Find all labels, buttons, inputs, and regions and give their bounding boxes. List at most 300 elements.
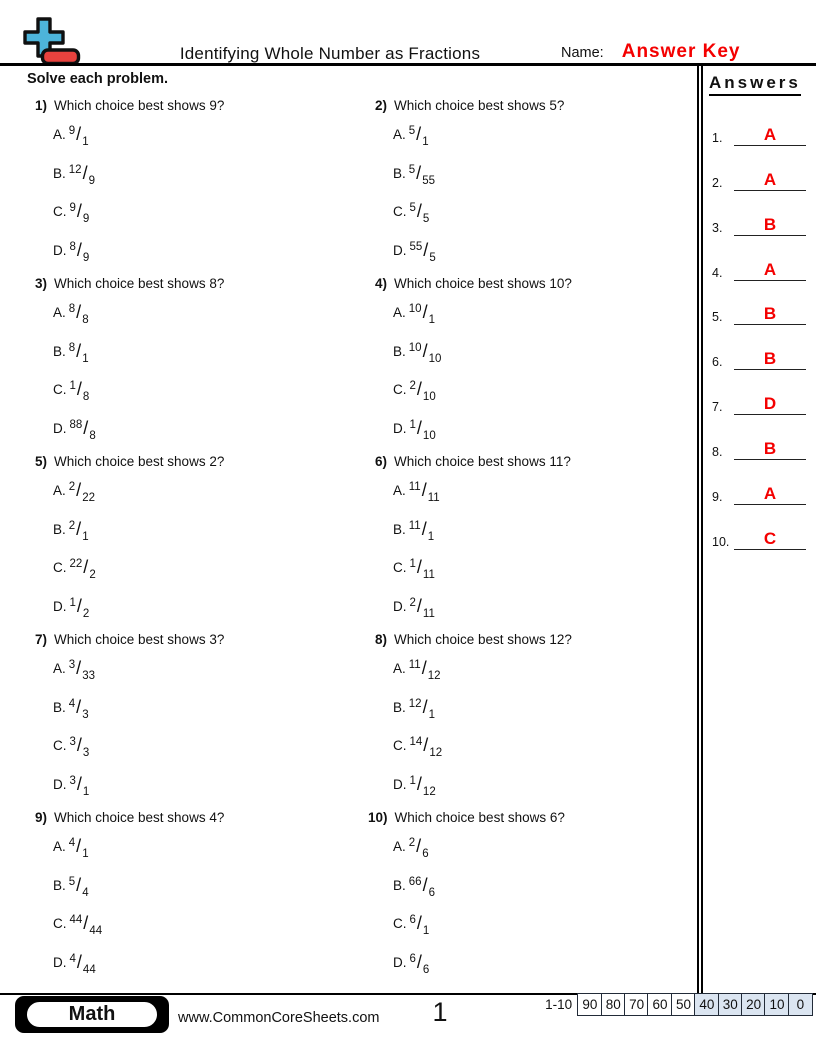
fraction-denominator: 6 <box>422 847 429 860</box>
fraction <box>408 301 435 326</box>
fraction-numerator: 5 <box>408 163 416 176</box>
choice-row <box>53 688 340 727</box>
fraction-numerator: 3 <box>69 736 76 749</box>
fraction <box>68 874 89 899</box>
fraction <box>68 696 89 721</box>
choice-letter: A. <box>53 660 66 676</box>
choice-letter: D. <box>53 421 67 437</box>
fraction-slash: / <box>422 696 428 717</box>
fraction-denominator: 1 <box>422 135 429 148</box>
fraction-numerator: 2 <box>409 597 416 610</box>
score-range-label: 1-10 <box>545 997 573 1012</box>
fraction-slash: / <box>416 557 422 578</box>
fraction-denominator: 12 <box>429 747 443 760</box>
choice-row <box>393 193 680 232</box>
fraction-slash: / <box>83 913 89 934</box>
question-text: Which choice best shows 5? <box>394 98 565 113</box>
choice-row <box>53 549 340 588</box>
choice-letter: C. <box>53 560 67 576</box>
website-url: www.CommonCoreSheets.com <box>178 1010 380 1026</box>
fraction-numerator: 9 <box>69 202 76 215</box>
choice-letter: B. <box>393 877 406 893</box>
answer-number: 6. <box>712 355 723 370</box>
fraction-slash: / <box>416 774 422 795</box>
fraction <box>409 735 443 760</box>
question-line <box>28 631 340 649</box>
problem-block <box>0 807 340 985</box>
fraction-slash: / <box>423 240 429 261</box>
fraction-denominator: 33 <box>82 669 95 682</box>
answer-number: 2. <box>712 175 723 190</box>
fraction-slash: / <box>76 518 82 539</box>
choice-row <box>53 765 340 804</box>
choice-row <box>53 154 340 193</box>
choice-row <box>393 866 680 905</box>
question-number: 6) <box>374 454 387 469</box>
fraction-numerator: 4 <box>68 697 76 710</box>
fraction-slash: / <box>83 418 89 439</box>
fraction-denominator: 4 <box>82 886 89 899</box>
fraction-numerator: 10 <box>408 341 422 354</box>
fraction-denominator: 2 <box>89 569 96 582</box>
choice-letter: B. <box>53 699 66 715</box>
answer-blank-line <box>734 304 806 325</box>
question-number: 3) <box>34 276 47 291</box>
answer-letter: A <box>763 484 777 504</box>
choice-letter: A. <box>53 126 66 142</box>
fraction-denominator: 9 <box>82 252 90 265</box>
fraction-numerator: 88 <box>69 419 83 432</box>
answer-item <box>703 370 816 415</box>
choice-row <box>53 293 340 332</box>
fraction-slash: / <box>416 835 422 856</box>
choice-letter: B. <box>53 343 66 359</box>
score-cell: 80 <box>601 993 626 1016</box>
choice-row <box>393 510 680 549</box>
fraction-numerator: 12 <box>68 163 82 176</box>
answer-number: 1. <box>712 130 723 145</box>
fraction-denominator: 8 <box>89 430 96 443</box>
score-cell: 30 <box>718 993 743 1016</box>
fraction-denominator: 5 <box>429 252 436 265</box>
fraction-numerator: 10 <box>408 302 422 315</box>
problem-block <box>0 95 340 273</box>
question-line <box>368 453 680 471</box>
question-text: Which choice best shows 6? <box>394 810 565 825</box>
answer-item <box>703 236 816 281</box>
question-text: Which choice best shows 12? <box>394 632 572 647</box>
fraction-slash: / <box>416 162 422 183</box>
choice-letter: A. <box>393 838 406 854</box>
choice-row <box>393 649 680 688</box>
question-number: 1) <box>34 98 47 113</box>
fraction-denominator: 12 <box>427 669 441 682</box>
answers-list <box>703 96 816 550</box>
choice-letter: A. <box>393 482 406 498</box>
fraction <box>408 340 442 365</box>
question-line <box>28 809 340 827</box>
problem-block <box>0 273 340 451</box>
fraction-slash: / <box>76 240 82 261</box>
choices-list <box>368 649 680 804</box>
fraction-slash: / <box>423 735 429 756</box>
fraction <box>69 952 96 977</box>
question-text: Which choice best shows 10? <box>394 276 572 291</box>
fraction <box>408 874 435 899</box>
fraction <box>68 162 95 187</box>
fraction <box>409 774 436 799</box>
fraction-denominator: 1 <box>82 135 89 148</box>
fraction-slash: / <box>76 379 82 400</box>
answer-number: 8. <box>712 445 723 460</box>
fraction-numerator: 9 <box>68 124 76 137</box>
fraction-slash: / <box>422 874 428 895</box>
fraction-denominator: 11 <box>422 569 435 582</box>
fraction-denominator: 55 <box>422 174 435 187</box>
answer-item <box>703 191 816 236</box>
fraction-denominator: 6 <box>422 964 430 977</box>
fraction-numerator: 2 <box>68 480 76 493</box>
choice-row <box>53 409 340 448</box>
choice-letter: C. <box>393 916 407 932</box>
choice-letter: C. <box>393 738 407 754</box>
fraction-numerator: 6 <box>409 953 416 966</box>
choice-letter: D. <box>53 243 67 259</box>
question-line <box>28 453 340 471</box>
fraction-denominator: 1 <box>427 530 435 543</box>
fraction-denominator: 44 <box>82 964 96 977</box>
fraction <box>69 735 90 760</box>
fraction-denominator: 11 <box>422 608 435 621</box>
answer-blank-line <box>734 529 806 550</box>
fraction-numerator: 2 <box>409 380 416 393</box>
fraction <box>409 379 436 404</box>
question-text: Which choice best shows 11? <box>394 454 571 469</box>
question-number: 4) <box>374 276 387 291</box>
choice-row <box>53 471 340 510</box>
fraction <box>409 596 435 621</box>
question-text: Which choice best shows 8? <box>54 276 225 291</box>
answer-blank-line <box>734 215 806 236</box>
question-line <box>368 809 680 827</box>
choice-row <box>53 649 340 688</box>
choice-letter: B. <box>393 165 406 181</box>
score-cell: 60 <box>647 993 672 1016</box>
question-number: 9) <box>34 810 47 825</box>
choice-row <box>393 905 680 944</box>
fraction <box>68 340 89 365</box>
choice-row <box>53 943 340 982</box>
question-line <box>368 631 680 649</box>
answers-title: Answers <box>709 73 801 96</box>
choice-row <box>393 293 680 332</box>
fraction <box>408 835 429 860</box>
fraction-numerator: 2 <box>408 836 416 849</box>
choice-letter: D. <box>53 777 67 793</box>
fraction-denominator: 6 <box>428 886 435 899</box>
choices-list <box>368 471 680 626</box>
header-divider <box>0 63 816 66</box>
fraction-slash: / <box>83 557 89 578</box>
fraction <box>409 557 435 582</box>
fraction-numerator: 3 <box>68 658 76 671</box>
fraction <box>69 557 96 582</box>
fraction-slash: / <box>76 479 82 500</box>
choice-letter: D. <box>393 243 407 259</box>
fraction <box>408 696 435 721</box>
fraction-slash: / <box>416 201 422 222</box>
fraction <box>69 240 90 265</box>
fraction-slash: / <box>422 340 428 361</box>
choices-list <box>28 649 340 804</box>
fraction <box>68 479 95 504</box>
fraction <box>68 518 89 543</box>
problem-block <box>0 451 340 629</box>
fraction-numerator: 5 <box>68 875 76 888</box>
fraction-slash: / <box>76 735 82 756</box>
fraction <box>68 657 95 682</box>
choices-list <box>368 827 680 982</box>
choice-letter: A. <box>393 660 406 676</box>
score-cell: 90 <box>577 993 602 1016</box>
question-number: 10) <box>368 810 388 825</box>
fraction-denominator: 3 <box>82 708 89 721</box>
answer-letter: A <box>763 169 777 189</box>
problem-block <box>340 273 680 451</box>
choice-row <box>393 765 680 804</box>
choice-letter: B. <box>393 699 406 715</box>
fraction-slash: / <box>416 596 422 617</box>
answer-letter: B <box>763 349 777 369</box>
fraction-numerator: 66 <box>408 875 422 888</box>
score-cell: 0 <box>788 993 813 1016</box>
fraction <box>69 596 90 621</box>
question-line <box>368 275 680 293</box>
choice-letter: B. <box>53 165 66 181</box>
fraction-numerator: 5 <box>409 202 416 215</box>
choice-letter: C. <box>53 204 67 220</box>
question-line <box>28 97 340 115</box>
fraction <box>69 201 90 226</box>
choice-row <box>393 371 680 410</box>
fraction-slash: / <box>416 913 422 934</box>
fraction-slash: / <box>416 418 422 439</box>
question-line <box>28 275 340 293</box>
choice-row <box>393 549 680 588</box>
fraction <box>408 123 429 148</box>
choice-row <box>53 115 340 154</box>
fraction <box>408 657 441 682</box>
problem-block <box>340 807 680 985</box>
fraction <box>409 952 430 977</box>
answer-letter: A <box>763 124 777 144</box>
fraction <box>69 774 90 799</box>
fraction-numerator: 2 <box>68 519 76 532</box>
fraction <box>408 479 440 504</box>
question-text: Which choice best shows 9? <box>54 98 225 113</box>
name-label: Name: <box>561 45 604 61</box>
fraction-slash: / <box>76 123 82 144</box>
choice-letter: C. <box>53 738 67 754</box>
choice-row <box>53 510 340 549</box>
choice-row <box>53 193 340 232</box>
choice-letter: D. <box>393 955 407 971</box>
choice-letter: D. <box>393 599 407 615</box>
fraction-denominator: 1 <box>82 847 89 860</box>
answer-number: 9. <box>712 490 723 505</box>
fraction-numerator: 55 <box>409 241 423 254</box>
choice-letter: C. <box>53 916 67 932</box>
fraction-denominator: 2 <box>82 608 90 621</box>
choice-row <box>393 587 680 626</box>
fraction-slash: / <box>82 162 88 183</box>
fraction-numerator: 11 <box>408 519 421 532</box>
fraction-denominator: 9 <box>88 174 95 187</box>
page-title: Identifying Whole Number as Fractions <box>179 44 481 63</box>
choices-list <box>368 115 680 270</box>
score-cell: 20 <box>741 993 766 1016</box>
fraction-slash: / <box>76 835 82 856</box>
fraction-numerator: 11 <box>408 480 421 493</box>
question-number: 8) <box>374 632 387 647</box>
fraction <box>409 240 436 265</box>
fraction-slash: / <box>416 952 422 973</box>
answer-letter: B <box>763 439 777 459</box>
problem-block <box>340 95 680 273</box>
fraction-numerator: 4 <box>69 953 76 966</box>
choice-letter: A. <box>53 304 66 320</box>
question-line <box>368 97 680 115</box>
answer-blank-line <box>734 349 806 370</box>
answer-item <box>703 505 816 550</box>
choice-row <box>53 866 340 905</box>
choices-list <box>368 293 680 448</box>
fraction-denominator: 8 <box>82 313 89 326</box>
fraction-numerator: 8 <box>68 302 76 315</box>
choice-row <box>53 727 340 766</box>
score-cell: 10 <box>764 993 789 1016</box>
choice-row <box>393 688 680 727</box>
fraction-denominator: 1 <box>82 786 90 799</box>
fraction <box>69 379 90 404</box>
fraction-slash: / <box>416 379 422 400</box>
answer-blank-line <box>734 125 806 146</box>
choice-letter: C. <box>393 204 407 220</box>
answer-letter: B <box>763 214 777 234</box>
choice-row <box>393 332 680 371</box>
answer-blank-line <box>734 170 806 191</box>
choice-letter: D. <box>393 777 407 793</box>
fraction-denominator: 10 <box>428 352 442 365</box>
choices-list <box>28 115 340 270</box>
choice-row <box>53 231 340 270</box>
choice-letter: A. <box>53 838 66 854</box>
choice-row <box>53 905 340 944</box>
fraction <box>408 518 435 543</box>
answer-item <box>703 101 816 146</box>
fraction-denominator: 1 <box>428 313 435 326</box>
fraction-denominator: 10 <box>422 391 436 404</box>
fraction-slash: / <box>76 340 82 361</box>
fraction-denominator: 44 <box>89 925 103 938</box>
fraction-numerator: 1 <box>409 419 416 432</box>
choice-letter: C. <box>53 382 67 398</box>
fraction-denominator: 9 <box>82 213 90 226</box>
fraction-slash: / <box>76 657 82 678</box>
answer-letter: C <box>763 528 777 548</box>
fraction-denominator: 5 <box>422 213 430 226</box>
fraction-denominator: 1 <box>82 352 89 365</box>
fraction-slash: / <box>76 201 82 222</box>
choice-letter: A. <box>393 126 406 142</box>
answer-item <box>703 281 816 326</box>
subject-badge <box>15 996 169 1033</box>
fraction-numerator: 11 <box>408 658 421 671</box>
fraction-numerator: 8 <box>68 341 76 354</box>
answer-blank-line <box>734 260 806 281</box>
fraction <box>68 123 89 148</box>
fraction-numerator: 1 <box>69 597 76 610</box>
choice-row <box>53 371 340 410</box>
choice-row <box>393 943 680 982</box>
fraction-numerator: 3 <box>69 775 76 788</box>
fraction <box>409 201 430 226</box>
answer-number: 5. <box>712 310 723 325</box>
fraction <box>69 418 96 443</box>
question-number: 7) <box>34 632 47 647</box>
fraction <box>408 162 435 187</box>
answer-item <box>703 146 816 191</box>
choice-letter: B. <box>393 343 406 359</box>
answer-letter: B <box>763 304 777 324</box>
fraction-slash: / <box>76 596 82 617</box>
answer-item <box>703 415 816 460</box>
problem-block <box>340 629 680 807</box>
answer-item <box>703 325 816 370</box>
problems-grid <box>0 95 690 985</box>
problem-block <box>340 451 680 629</box>
answer-item <box>703 460 816 505</box>
choice-row <box>393 154 680 193</box>
answer-blank-line <box>734 439 806 460</box>
choice-row <box>393 471 680 510</box>
fraction-denominator: 10 <box>422 430 436 443</box>
fraction-denominator: 22 <box>82 491 95 504</box>
fraction-slash: / <box>422 301 428 322</box>
score-cell: 40 <box>694 993 719 1016</box>
choice-row <box>393 727 680 766</box>
choice-letter: D. <box>53 955 67 971</box>
choices-list <box>28 293 340 448</box>
fraction-denominator: 1 <box>428 708 435 721</box>
page-number: 1 <box>432 997 448 1027</box>
score-cell: 50 <box>671 993 696 1016</box>
fraction-slash: / <box>416 123 422 144</box>
choice-row <box>393 827 680 866</box>
problem-block <box>0 629 340 807</box>
answer-blank-line <box>734 484 806 505</box>
fraction <box>409 418 436 443</box>
fraction-denominator: 1 <box>82 530 89 543</box>
choices-list <box>28 827 340 982</box>
fraction-numerator: 4 <box>68 836 76 849</box>
question-text: Which choice best shows 3? <box>54 632 225 647</box>
answer-number: 3. <box>712 220 723 235</box>
choice-row <box>53 827 340 866</box>
choice-row <box>393 231 680 270</box>
score-cell: 70 <box>624 993 649 1016</box>
fraction-denominator: 3 <box>82 747 90 760</box>
